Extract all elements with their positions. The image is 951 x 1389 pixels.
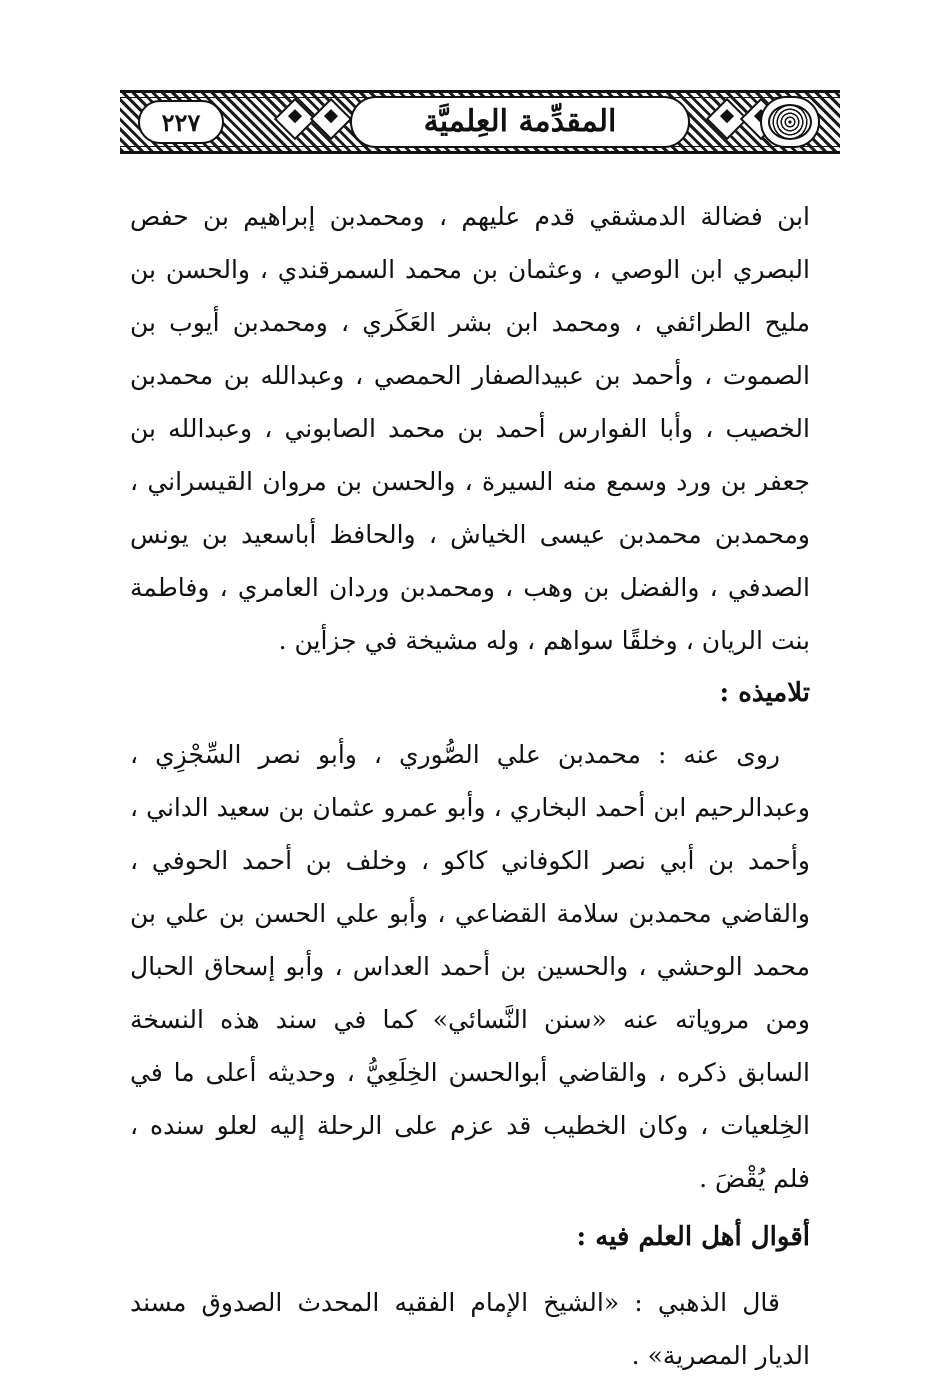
opinions-heading: أقوال أهل العلم فيه : — [576, 1222, 810, 1252]
students-paragraph: روى عنه : محمدبن علي الصُّوري ، وأبو نصر السِّجْزِي ، وعبدالرحيم ابن أحمد البخاري ، وأبو عمرو عثمان بن سعيد الداني ، وأحمد بن أبي نصر الكوفاني كاكو ، وخلف بن أحمد الحوفي ، والقاضي محمدبن سلامة القضاعي ، وأبو علي الحسن بن علي بن محمد الوحشي ، والحسين بن أحمد العداس ، وأبو إسحاق الحبال ومن مروياته عنه «سنن النَّسائي» كما في سند هذه النسخة السابق ذكره ، والقاضي أبوالحسن الخِلَعِيُّ ، وحديثه أعلى ما في الخِلعيات ، وكان الخطيب قد عزم على الرحلة إليه لعلو سنده ، فلم يُقْضَ . — [130, 740, 810, 1193]
opinions-paragraph: قال الذهبي : «الشيخ الإمام الفقيه المحدث الصدوق مسند الديار المصرية» . — [130, 1288, 810, 1370]
title-cartouche — [350, 96, 690, 148]
publisher-seal-icon — [760, 96, 820, 148]
seal-inner-icon — [768, 104, 812, 140]
page-number: ٢٢٧ — [161, 107, 201, 137]
page-header — [120, 90, 840, 154]
teachers-paragraph: ابن فضالة الدمشقي قدم عليهم ، ومحمدبن إبراهيم بن حفص البصري ابن الوصي ، وعثمان بن محمد السمرقندي ، والحسن بن مليح الطرائفي ، ومحمد ابن بشر العَكَري ، ومحمدبن أيوب بن الصموت ، وأحمد بن عبيدالصفار الحمصي ، وعبدالله بن محمدبن الخصيب ، وأبا الفوارس أحمد بن محمد الصابوني ، وعبدالله بن جعفر بن ورد وسمع منه السيرة ، والحسن بن مروان القيسراني ، ومحمدبن محمدبن عيسى الخياش ، والحافظ أباسعيد بن يونس الصدفي ، والفضل بن وهب ، ومحمدبن وردان العامري ، وفاطمة بنت الريان ، وخلقًا سواهم ، وله مشيخة في جزأين . — [130, 202, 810, 655]
page-body — [130, 190, 810, 1382]
page-number-cartouche — [138, 100, 224, 144]
running-title: المقدِّمة العِلميَّة — [423, 104, 617, 139]
students-heading: تلاميذه : — [719, 678, 810, 708]
